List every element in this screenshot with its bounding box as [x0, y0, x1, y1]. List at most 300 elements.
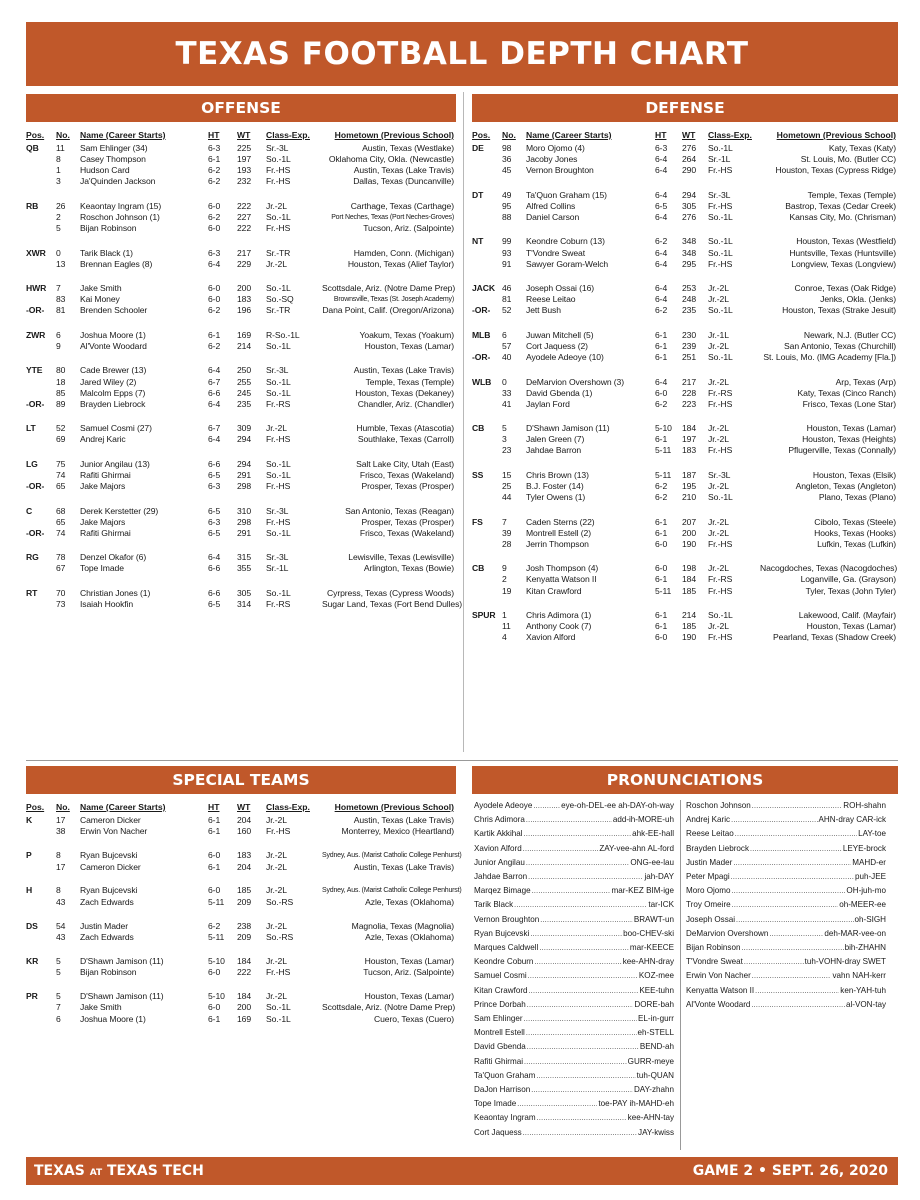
- special-teams-name-cell: Zach Edwards: [80, 896, 134, 907]
- pronunciation-entry: [686, 985, 886, 996]
- phonetic: bih-ZHAHN: [844, 943, 886, 952]
- special-teams-no-cell: 5: [56, 955, 61, 966]
- defense-pos-cell: CB: [472, 423, 485, 434]
- offense-cls-cell: Fr.-RS: [266, 398, 291, 409]
- special-teams-col-name: Name (Career Starts): [80, 802, 166, 812]
- offense-ht-cell: 6-3: [208, 481, 221, 491]
- player-name: Reese Leitao: [686, 829, 734, 839]
- offense-ht-cell: 6-4: [208, 552, 221, 563]
- defense-no-cell: 95: [502, 200, 512, 211]
- defense-home-cell: Frisco, Texas (Lone Star): [802, 398, 896, 409]
- special-teams-wt-cell: 200: [237, 1002, 252, 1013]
- offense-col-no: No.: [56, 130, 70, 140]
- offense-cls-cell: So.-1L: [266, 340, 291, 351]
- special-teams-ht-cell: 6-2: [208, 920, 221, 931]
- player-name: Cort Jaquess: [474, 1127, 522, 1137]
- special-teams-ht-cell: 6-0: [208, 850, 221, 861]
- phonetic: tar-ICK: [648, 900, 674, 910]
- offense-cls-cell: Sr.-TR: [266, 247, 291, 258]
- special-teams-pos-cell: KR: [26, 955, 39, 966]
- offense-cls-cell: So.-1L: [266, 458, 291, 469]
- player-name: Ryan Bujcevski: [474, 928, 530, 938]
- offense-ht-cell: 6-4: [208, 398, 221, 409]
- defense-col-wt: WT: [682, 130, 696, 140]
- offense-no-cell: 2: [56, 211, 61, 222]
- defense-name-cell: Tyler Owens (1): [526, 492, 586, 503]
- offense-home-cell: Chandler, Ariz. (Chandler): [357, 398, 454, 409]
- defense-col-pos: Pos.: [472, 130, 491, 140]
- defense-ht-cell: 5-11: [655, 585, 672, 596]
- defense-no-cell: 93: [502, 247, 512, 258]
- offense-name-cell: Jake Majors: [80, 516, 126, 527]
- offense-home-cell: Humble, Texas (Atascotia): [356, 423, 454, 434]
- special-teams-name-cell: D'Shawn Jamison (11): [80, 991, 164, 1001]
- pronunciation-entry: [474, 928, 674, 939]
- defense-no-cell: 40: [502, 352, 512, 362]
- special-teams-wt-cell: 222: [237, 967, 252, 978]
- defense-home-cell: Loganville, Ga. (Grayson): [800, 574, 896, 585]
- special-teams-ht-cell: 6-0: [208, 967, 221, 978]
- defense-wt-cell: 276: [682, 211, 697, 222]
- offense-cls-cell: R-So.-1L: [266, 329, 300, 340]
- phonetic: MAHD-er: [852, 857, 886, 867]
- pronunciation-entry: [686, 914, 886, 925]
- offense-wt-cell: 222: [237, 223, 252, 233]
- pronunciation-entry: [474, 956, 674, 967]
- offense-wt-cell: 305: [237, 587, 252, 598]
- phonetic: mar-KEECE: [629, 943, 674, 952]
- special-teams-ht-cell: 6-1: [208, 861, 221, 872]
- defense-cls-cell: Jr.-2L: [708, 340, 729, 351]
- defense-no-cell: 4: [502, 632, 507, 643]
- offense-ht-cell: 6-0: [208, 200, 221, 211]
- player-name: Marques Caldwell: [474, 943, 539, 952]
- defense-cls-cell: So.-1L: [708, 610, 733, 620]
- leader-dots: [527, 1041, 639, 1052]
- offense-name-cell: Roschon Johnson (1): [80, 211, 160, 222]
- leader-dots: [514, 899, 647, 910]
- defense-cls-cell: So.-1L: [708, 247, 733, 258]
- defense-pos-cell: FS: [472, 516, 483, 527]
- defense-ht-cell: 6-0: [655, 538, 668, 549]
- defense-ht-cell: 6-1: [655, 352, 668, 362]
- offense-ht-cell: 6-4: [208, 434, 221, 445]
- defense-home-cell: Houston, Texas (Heights): [802, 434, 896, 445]
- offense-pos-cell: QB: [26, 143, 39, 153]
- defense-no-cell: 3: [502, 434, 507, 445]
- defense-wt-cell: 276: [682, 143, 697, 153]
- leader-dots: [528, 970, 638, 981]
- defense-cls-cell: Fr.-RS: [708, 387, 733, 398]
- offense-wt-cell: 222: [237, 200, 252, 211]
- offense-wt-cell: 309: [237, 423, 252, 434]
- defense-no-cell: 91: [502, 258, 512, 269]
- offense-home-cell: Arlington, Texas (Bowie): [363, 563, 454, 574]
- offense-home-cell: Hamden, Conn. (Michigan): [353, 247, 454, 258]
- offense-home-cell: Port Neches, Texas (Port Neches-Groves): [331, 213, 454, 221]
- pronunciation-entry: [474, 828, 674, 839]
- offense-wt-cell: 235: [237, 398, 252, 409]
- defense-home-cell: Arp, Texas (Arp): [835, 376, 896, 387]
- pronunciation-entry: [474, 885, 674, 896]
- defense-no-cell: 5: [502, 423, 507, 434]
- offense-wt-cell: 294: [237, 458, 252, 469]
- defense-no-cell: 98: [502, 143, 512, 153]
- special-teams-col-ht: HT: [208, 802, 220, 812]
- defense-ht-cell: 6-5: [655, 200, 668, 211]
- offense-ht-cell: 6-5: [208, 527, 221, 538]
- defense-ht-cell: 6-1: [655, 610, 668, 620]
- offense-no-cell: 81: [56, 305, 66, 316]
- defense-cls-cell: Jr.-2L: [708, 376, 729, 387]
- offense-wt-cell: 314: [237, 598, 252, 609]
- defense-no-cell: 45: [502, 165, 512, 176]
- leader-dots: [750, 843, 842, 854]
- defense-ht-cell: 6-4: [655, 189, 668, 200]
- offense-home-cell: Lewisville, Texas (Lewisville): [348, 552, 454, 563]
- offense-name-cell: Tope Imade: [80, 563, 124, 574]
- defense-name-cell: B.J. Foster (14): [526, 481, 584, 491]
- defense-pos-cell: DT: [472, 189, 484, 200]
- offense-no-cell: 65: [56, 481, 66, 491]
- phonetic: ONG-ee-lau: [630, 857, 674, 867]
- offense-header: OFFENSE: [26, 94, 456, 122]
- special-teams-name-cell: Zach Edwards: [80, 931, 134, 942]
- special-teams-home-cell: Magnolia, Texas (Magnolia): [351, 920, 454, 931]
- offense-name-cell: Casey Thompson: [80, 154, 146, 165]
- offense-cls-cell: Fr.-HS: [266, 223, 291, 233]
- offense-col-ht: HT: [208, 130, 220, 140]
- player-name: Montrell Estell: [474, 1028, 525, 1038]
- offense-name-cell: Hudson Card: [80, 165, 130, 176]
- phonetic: ken-YAH-tuh: [840, 985, 886, 995]
- special-teams-name-cell: Cameron Dicker: [80, 861, 141, 872]
- offense-ht-cell: 6-2: [208, 176, 221, 187]
- defense-wt-cell: 294: [682, 189, 697, 200]
- offense-no-cell: 9: [56, 340, 61, 351]
- defense-home-cell: Conroe, Texas (Oak Ridge): [794, 283, 896, 294]
- leader-dots: [769, 928, 823, 939]
- offense-cls-cell: Sr.-3L: [266, 143, 289, 153]
- offense-no-cell: 6: [56, 329, 61, 340]
- player-name: Tarik Black: [474, 900, 514, 910]
- offense-no-cell: 26: [56, 200, 66, 211]
- leader-dots: [530, 928, 622, 939]
- defense-wt-cell: 228: [682, 387, 697, 398]
- special-teams-ht-cell: 6-0: [208, 885, 221, 896]
- offense-wt-cell: 245: [237, 387, 252, 398]
- defense-home-cell: Hooks, Texas (Hooks): [814, 527, 896, 538]
- defense-name-cell: Kitan Crawford: [526, 585, 582, 596]
- special-teams-cls-cell: Jr.-2L: [266, 920, 287, 931]
- offense-ht-cell: 6-7: [208, 423, 221, 434]
- special-teams-col-home: Hometown (Previous School): [334, 802, 454, 812]
- offense-home-cell: Carthage, Texas (Carthage): [350, 200, 454, 211]
- leader-dots: [736, 914, 853, 925]
- defense-home-cell: Houston, Texas (Westfield): [796, 236, 896, 247]
- player-name: Brayden Liebrock: [686, 843, 749, 853]
- pronunciation-entry: [474, 1098, 674, 1109]
- offense-pos-cell: ZWR: [26, 329, 46, 340]
- player-name: Sam Ehlinger: [474, 1014, 523, 1023]
- defense-home-cell: Houston, Texas (Elsik): [812, 469, 896, 480]
- defense-cls-cell: Jr.-2L: [708, 621, 729, 632]
- phonetic: vahn NAH-kerr: [832, 971, 886, 981]
- offense-name-cell: Bijan Robinson: [80, 223, 137, 233]
- special-teams-wt-cell: 238: [237, 920, 252, 931]
- pronunciation-entry: [686, 828, 886, 839]
- offense-col-wt: WT: [237, 130, 251, 140]
- defense-home-cell: San Antonio, Texas (Churchill): [784, 340, 896, 351]
- defense-wt-cell: 223: [682, 398, 697, 409]
- offense-ht-cell: 6-4: [208, 258, 221, 269]
- player-name: Kartik Akkihal: [474, 829, 523, 839]
- leader-dots: [533, 800, 560, 811]
- offense-home-cell: Scottsdale, Ariz. (Notre Dame Prep): [322, 283, 456, 294]
- defense-no-cell: 9: [502, 563, 507, 574]
- defense-wt-cell: 217: [682, 376, 697, 387]
- defense-wt-cell: 185: [682, 585, 697, 596]
- player-name: T'Vondre Sweat: [686, 957, 743, 967]
- offense-name-cell: Brayden Liebrock: [80, 398, 146, 409]
- offense-no-cell: 70: [56, 587, 66, 598]
- defense-cls-cell: Fr.-HS: [708, 445, 733, 456]
- offense-name-cell: Rafiti Ghirmai: [80, 527, 131, 538]
- offense-name-cell: Jake Majors: [80, 481, 126, 491]
- offense-name-cell: Brenden Schooler: [80, 305, 148, 316]
- defense-no-cell: 44: [502, 492, 512, 503]
- leader-dots: [529, 985, 639, 996]
- defense-cls-cell: Jr.-2L: [708, 563, 729, 574]
- player-name: Tope Imade: [474, 1099, 517, 1109]
- defense-ht-cell: 6-2: [655, 492, 668, 503]
- special-teams-name-cell: Ryan Bujcevski: [80, 850, 138, 861]
- player-name: Kenyatta Watson II: [686, 985, 755, 995]
- leader-dots: [523, 1127, 637, 1138]
- defense-name-cell: Jacoby Jones: [526, 154, 578, 165]
- pronunciation-entry: [474, 942, 674, 953]
- special-teams-no-cell: 43: [56, 896, 66, 907]
- leader-dots: [752, 800, 842, 811]
- player-name: Prince Dorbah: [474, 999, 526, 1009]
- defense-no-cell: 0: [502, 376, 507, 387]
- defense-no-cell: 28: [502, 538, 512, 549]
- special-teams-no-cell: 8: [56, 850, 61, 861]
- player-name: DeMarvion Overshown: [686, 928, 769, 938]
- special-teams-home-cell: Azle, Texas (Oklahoma): [365, 896, 454, 907]
- pronunciation-entry: [686, 800, 886, 811]
- defense-name-cell: Juwan Mitchell (5): [526, 329, 594, 340]
- offense-cls-cell: Jr.-2L: [266, 258, 287, 269]
- defense-pos-cell: -OR-: [472, 305, 491, 316]
- offense-wt-cell: 200: [237, 283, 252, 294]
- defense-cls-cell: Jr.-1L: [708, 329, 729, 340]
- offense-no-cell: 74: [56, 527, 66, 538]
- phonetic: deh-MAR-vee-on: [824, 928, 886, 938]
- special-teams-cls-cell: Jr.-2L: [266, 850, 287, 861]
- defense-name-cell: Daniel Carson: [526, 211, 580, 222]
- offense-home-cell: Salt Lake City, Utah (East): [356, 458, 454, 469]
- pronunciation-entry: [474, 1084, 674, 1095]
- defense-home-cell: Houston, Texas (Cypress Ridge): [775, 165, 896, 176]
- phonetic: kee-AHN-dray: [622, 957, 674, 967]
- pronunciation-entry: [474, 843, 674, 854]
- phonetic: LEYE-brock: [842, 843, 886, 853]
- defense-cls-cell: Fr.-HS: [708, 200, 733, 211]
- player-name: Justin Mader: [686, 857, 733, 867]
- offense-no-cell: 74: [56, 469, 66, 480]
- phonetic: KOZ-mee: [638, 971, 674, 981]
- offense-no-cell: 18: [56, 376, 66, 387]
- special-teams-name-cell: Ryan Bujcevski: [80, 885, 138, 896]
- player-name: Andrej Karic: [686, 815, 731, 825]
- offense-name-cell: Derek Kerstetter (29): [80, 505, 159, 516]
- player-name: Moro Ojomo: [686, 886, 731, 896]
- phonetic: toe-PAY ih-MAHD-eh: [598, 1099, 674, 1109]
- special-teams-no-cell: 38: [56, 826, 66, 837]
- offense-cls-cell: Sr.-1L: [266, 563, 289, 574]
- defense-ht-cell: 6-1: [655, 516, 668, 527]
- special-teams-cls-cell: So.-1L: [266, 1002, 291, 1013]
- special-teams-no-cell: 6: [56, 1013, 61, 1024]
- defense-ht-cell: 6-1: [655, 527, 668, 538]
- defense-ht-cell: 6-2: [655, 236, 668, 247]
- special-teams-table: [26, 801, 462, 1151]
- offense-no-cell: 89: [56, 398, 66, 409]
- defense-pos-cell: WLB: [472, 376, 492, 387]
- phonetic: EL-in-gurr: [638, 1014, 674, 1023]
- player-name: Jahdae Barron: [474, 872, 528, 881]
- special-teams-ht-cell: 5-11: [208, 896, 225, 907]
- offense-cls-cell: So.-1L: [266, 387, 291, 398]
- player-name: Kitan Crawford: [474, 985, 528, 995]
- defense-cls-cell: Sr.-1L: [708, 154, 731, 165]
- offense-wt-cell: 291: [237, 527, 252, 538]
- phonetic: LAY-toe: [858, 829, 886, 839]
- defense-header: DEFENSE: [472, 94, 898, 122]
- special-teams-no-cell: 54: [56, 920, 66, 931]
- special-teams-no-cell: 43: [56, 931, 66, 942]
- player-name: Vernon Broughton: [474, 914, 540, 924]
- defense-home-cell: Huntsville, Texas (Huntsville): [789, 247, 896, 258]
- offense-no-cell: 8: [56, 154, 61, 165]
- phonetic: ahk-EE-hall: [632, 829, 674, 839]
- defense-wt-cell: 290: [682, 165, 697, 176]
- defense-wt-cell: 295: [682, 258, 697, 269]
- special-teams-ht-cell: 5-11: [208, 931, 225, 942]
- offense-home-cell: Dallas, Texas (Duncanville): [353, 176, 454, 187]
- special-teams-cls-cell: Fr.-HS: [266, 967, 291, 978]
- leader-dots: [537, 1112, 627, 1123]
- defense-cls-cell: Fr.-HS: [708, 258, 733, 269]
- defense-wt-cell: 190: [682, 632, 697, 643]
- leader-dots: [528, 871, 643, 882]
- player-name: Bijan Robinson: [686, 943, 741, 952]
- pronunciation-entry: [474, 1027, 674, 1038]
- special-teams-no-cell: 5: [56, 967, 61, 978]
- special-teams-no-cell: 8: [56, 885, 61, 896]
- offense-ht-cell: 6-6: [208, 458, 221, 469]
- player-name: Marqez Bimage: [474, 886, 531, 896]
- phonetic: eye-oh-DEL-ee ah-DAY-oh-way: [561, 801, 674, 810]
- offense-name-cell: Isaiah Hookfin: [80, 598, 134, 609]
- offense-ht-cell: 6-5: [208, 505, 221, 516]
- defense-ht-cell: 6-3: [655, 143, 668, 153]
- defense-cls-cell: Jr.-2L: [708, 527, 729, 538]
- defense-cls-cell: So.-1L: [708, 236, 733, 247]
- defense-cls-cell: So.-1L: [708, 492, 733, 503]
- defense-wt-cell: 195: [682, 481, 697, 491]
- defense-home-cell: Jenks, Okla. (Jenks): [820, 294, 896, 305]
- offense-name-cell: Andrej Karic: [80, 434, 126, 445]
- footer-game-date: GAME 2 • SEPT. 26, 2020: [692, 1163, 888, 1179]
- offense-pos-cell: -OR-: [26, 305, 45, 316]
- offense-cls-cell: Fr.-RS: [266, 598, 291, 609]
- defense-home-cell: Cibolo, Texas (Steele): [814, 516, 896, 527]
- defense-no-cell: 49: [502, 189, 512, 200]
- offense-ht-cell: 6-2: [208, 305, 221, 316]
- defense-name-cell: Jett Bush: [526, 305, 561, 316]
- phonetic: boo-CHEV-ski: [623, 928, 674, 938]
- offense-no-cell: 5: [56, 223, 61, 233]
- special-teams-cls-cell: So.-RS: [266, 931, 294, 942]
- defense-home-cell: Tyler, Texas (John Tyler): [805, 585, 896, 596]
- special-teams-col-pos: Pos.: [26, 802, 45, 812]
- player-name: Junior Angilau: [474, 857, 525, 867]
- defense-name-cell: T'Vondre Sweat: [526, 247, 585, 258]
- offense-cls-cell: Sr.-3L: [266, 552, 289, 563]
- offense-name-cell: Kai Money: [80, 294, 120, 305]
- offense-home-cell: Houston, Texas (Alief Taylor): [347, 258, 454, 269]
- offense-wt-cell: 298: [237, 516, 252, 527]
- defense-ht-cell: 6-4: [655, 165, 668, 176]
- special-teams-pos-cell: H: [26, 885, 33, 896]
- defense-col-name: Name (Career Starts): [526, 130, 612, 140]
- pronunciation-entry: [474, 999, 674, 1010]
- defense-name-cell: Chris Brown (13): [526, 469, 589, 480]
- special-teams-cls-cell: Jr.-2L: [266, 815, 287, 825]
- defense-no-cell: 25: [502, 481, 512, 491]
- defense-home-cell: Angleton, Texas (Angleton): [795, 481, 896, 491]
- defense-ht-cell: 6-2: [655, 481, 668, 491]
- defense-cls-cell: Fr.-RS: [708, 574, 733, 585]
- leader-dots: [527, 999, 634, 1010]
- offense-cls-cell: Sr.-3L: [266, 365, 289, 376]
- offense-name-cell: Jake Smith: [80, 283, 122, 294]
- defense-cls-cell: Sr.-3L: [708, 189, 731, 200]
- pronunciation-entry: [474, 899, 674, 910]
- leader-dots: [744, 956, 804, 967]
- special-teams-home-cell: Tucson, Ariz. (Salpointe): [363, 967, 454, 978]
- offense-cls-cell: So.-1L: [266, 376, 291, 387]
- defense-ht-cell: 6-4: [655, 211, 668, 222]
- special-teams-ht-cell: 6-0: [208, 1002, 221, 1013]
- defense-wt-cell: 348: [682, 247, 697, 258]
- offense-ht-cell: 6-6: [208, 563, 221, 574]
- defense-wt-cell: 187: [682, 469, 697, 480]
- defense-cls-cell: Sr.-3L: [708, 469, 731, 480]
- defense-home-cell: St. Louis, Mo. (Butler CC): [800, 154, 896, 165]
- leader-dots: [526, 857, 630, 868]
- defense-wt-cell: 253: [682, 283, 697, 294]
- pronunciation-entry: [474, 1070, 674, 1081]
- special-teams-ht-cell: 6-1: [208, 1013, 221, 1024]
- defense-home-cell: Plano, Texas (Plano): [818, 492, 896, 503]
- defense-ht-cell: 6-4: [655, 154, 668, 165]
- offense-table: [26, 129, 463, 709]
- defense-name-cell: Alfred Collins: [526, 200, 576, 211]
- special-teams-no-cell: 17: [56, 815, 66, 825]
